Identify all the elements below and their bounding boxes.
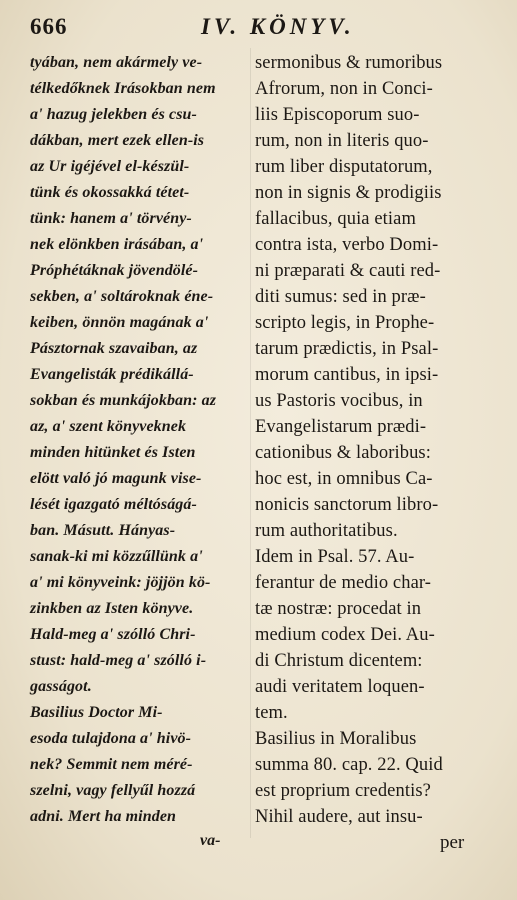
hungarian-text-line: Basilius Doctor Mi-	[30, 704, 163, 721]
latin-text-line: medium codex Dei. Au-	[255, 625, 435, 645]
column-divider	[250, 48, 251, 838]
hungarian-text-line: az Ur igéjével el-készül-	[30, 158, 190, 175]
running-head: IV. KÖNYV.	[201, 14, 355, 39]
latin-text-line: summa 80. cap. 22. Quid	[255, 755, 443, 775]
hungarian-text-line: Hald-meg a' szólló Chri-	[30, 626, 196, 643]
latin-text-line: us Pastoris vocibus, in	[255, 391, 423, 411]
latin-text-line: Nihil audere, aut insu-	[255, 807, 423, 827]
latin-text-line: rum, non in literis quo-	[255, 131, 429, 151]
page-footer	[0, 832, 517, 860]
latin-text-line: cationibus & laboribus:	[255, 443, 431, 463]
latin-text-line: Idem in Psal. 57. Au-	[255, 547, 415, 567]
hungarian-text-line: tünk és okossakká tétet-	[30, 184, 190, 201]
catchword-left: va-	[200, 832, 221, 849]
latin-text-line: audi veritatem loquen-	[255, 677, 425, 697]
latin-text-line: liis Episcoporum suo-	[255, 105, 420, 125]
latin-text-line: Evangelistarum prædi-	[255, 417, 427, 437]
latin-text-line: di Christum dicentem:	[255, 651, 423, 671]
hungarian-text-line: az, a' szent könyveknek	[30, 418, 187, 435]
hungarian-text-line: ban. Másutt. Hányas-	[30, 522, 176, 539]
catchword-right: per	[440, 832, 465, 853]
latin-text-line: Afrorum, non in Conci-	[255, 79, 433, 99]
hungarian-text-line: a' mi könyveink: jöjjön kö-	[30, 574, 211, 591]
hungarian-text-line: Evangelisták prédikállá-	[30, 366, 194, 383]
hungarian-text-line: nek elönkben irásában, a'	[30, 236, 204, 253]
latin-text-line: morum cantibus, in ipsi-	[255, 365, 439, 385]
hungarian-text-line: lését igazgató méltóságá-	[30, 496, 197, 513]
latin-text-line: Basilius in Moralibus	[255, 729, 417, 749]
latin-text-line: rum authoritatibus.	[255, 521, 398, 541]
hungarian-text-line: nek? Semmit nem méré-	[30, 756, 193, 773]
latin-text-line: rum liber disputatorum,	[255, 157, 433, 177]
hungarian-text-line: stust: hald-meg a' szólló i-	[30, 652, 207, 669]
hungarian-text-line: esoda tulajdona a' hivö-	[30, 730, 192, 747]
hungarian-text-line: keiben, önnön magának a'	[30, 314, 209, 331]
hungarian-text-line: Pásztornak szavaiban, az	[30, 340, 198, 357]
latin-text-line: tem.	[255, 703, 288, 723]
latin-text-line: hoc est, in omnibus Ca-	[255, 469, 433, 489]
hungarian-text-line: tünk: hanem a' törvény-	[30, 210, 192, 227]
hungarian-text-line: szelni, vagy fellyűl hozzá	[30, 782, 196, 799]
latin-text-column	[255, 50, 493, 830]
hungarian-text-column	[30, 50, 248, 830]
hungarian-text-line: zinkben az Isten könyve.	[30, 600, 194, 617]
hungarian-text-line: gasságot.	[30, 678, 92, 695]
latin-text-line: tarum prædictis, in Psal-	[255, 339, 439, 359]
page-number: 666	[30, 14, 68, 39]
latin-text-line: diti sumus: sed in præ-	[255, 287, 426, 307]
hungarian-text-line: dákban, mert ezek ellen-is	[30, 132, 205, 149]
hungarian-text-line: adni. Mert ha minden	[30, 808, 177, 825]
hungarian-text-line: sanak-ki mi közzűllünk a'	[30, 548, 203, 565]
hungarian-text-line: minden hitünket és Isten	[30, 444, 196, 461]
latin-text-line: tæ nostræ: procedat in	[255, 599, 422, 619]
latin-text-line: fallacibus, quia etiam	[255, 209, 416, 229]
latin-text-line: ni præparati & cauti red-	[255, 261, 441, 281]
latin-text-line: ferantur de medio char-	[255, 573, 432, 593]
latin-text-line: scripto legis, in Prophe-	[255, 313, 435, 333]
latin-text-line: contra ista, verbo Domi-	[255, 235, 439, 255]
latin-text-line: nonicis sanctorum libro-	[255, 495, 439, 515]
hungarian-text-line: télkedőknek Irásokban nem	[30, 80, 216, 97]
latin-text-line: est proprium credentis?	[255, 781, 431, 801]
hungarian-text-line: sekben, a' soltároknak éne-	[30, 288, 214, 305]
hungarian-text-line: Próphétáknak jövendölé-	[30, 262, 199, 279]
hungarian-text-line: a' hazug jelekben és csu-	[30, 106, 197, 123]
page-header	[26, 14, 497, 44]
hungarian-text-line: tyában, nem akármely ve-	[30, 54, 203, 71]
latin-text-line: sermonibus & rumoribus	[255, 53, 443, 73]
hungarian-text-line: sokban és munkájokban: az	[30, 392, 217, 409]
hungarian-text-line: elött való jó magunk vise-	[30, 470, 202, 487]
latin-text-line: non in signis & prodigiis	[255, 183, 442, 203]
